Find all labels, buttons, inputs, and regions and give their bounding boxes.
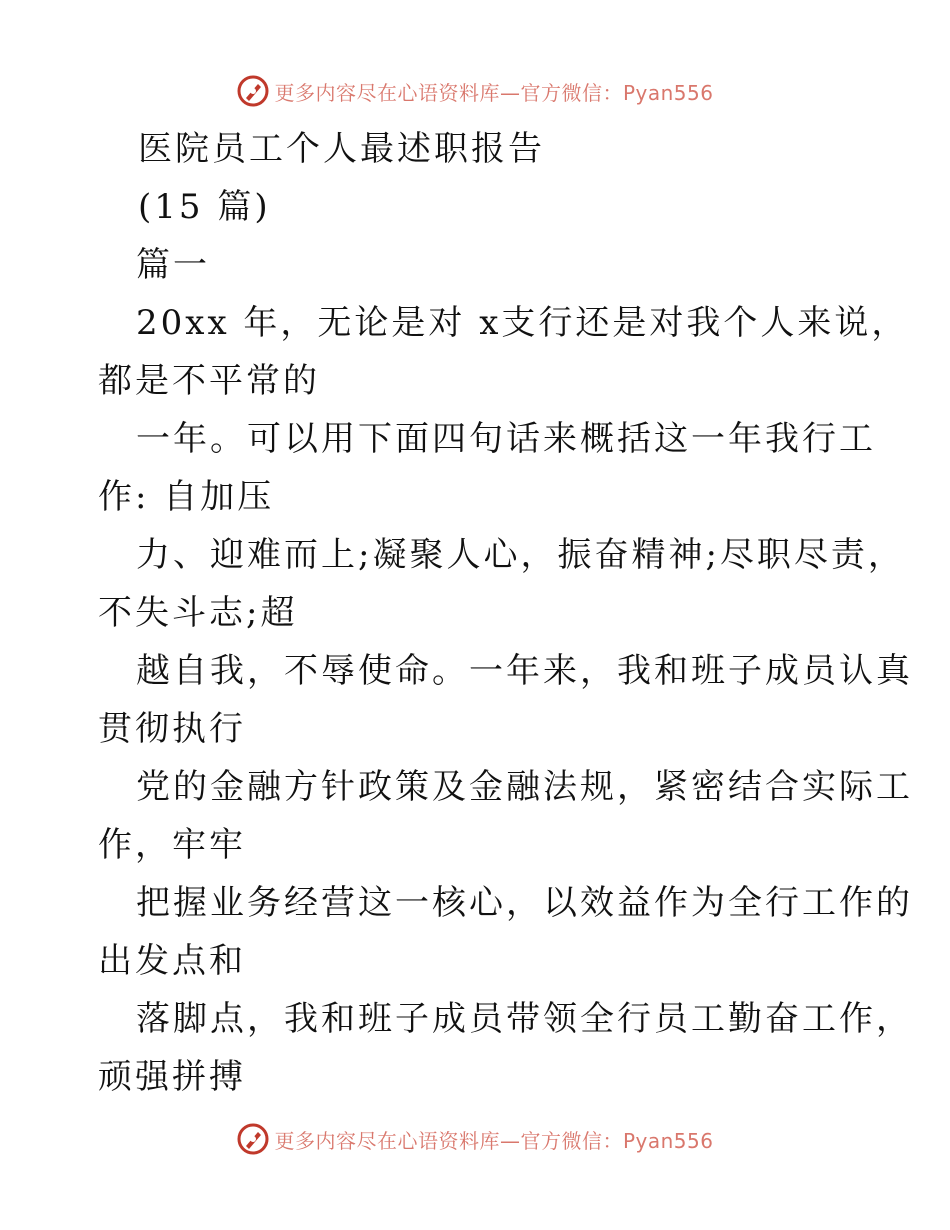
paragraph-line: 作，牢牢	[98, 825, 246, 865]
section-heading: 篇一	[136, 245, 210, 285]
document-body	[98, 120, 913, 1106]
paragraph-line: 顽强拼搏	[98, 1057, 246, 1097]
paragraph	[98, 294, 909, 410]
document-subtitle: (15 篇)	[138, 187, 271, 227]
paragraph	[98, 990, 913, 1106]
paragraph-line: 作: 自加压	[98, 477, 275, 517]
paragraph	[98, 874, 913, 990]
paragraph-line: 把握业务经营这一核心，以效益作为全行工作的	[136, 883, 913, 923]
document-title: 医院员工个人最述职报告	[138, 129, 545, 169]
paragraph-line: 都是不平常的	[98, 361, 320, 401]
paragraph-line: 贯彻执行	[98, 709, 246, 749]
paragraph-line: 越自我，不辱使命。一年来，我和班子成员认真	[136, 651, 913, 691]
paragraph-line: 党的金融方针政策及金融法规，紧密结合实际工	[136, 767, 913, 807]
paragraph-line: 力、迎难而上;凝聚人心，振奋精神;尽职尽责，	[136, 535, 905, 575]
paragraph-line: 20xx 年，无论是对 x支行还是对我个人来说，	[136, 303, 909, 343]
paragraph	[98, 410, 888, 526]
paragraph	[98, 526, 905, 642]
paragraph	[98, 758, 913, 874]
footer-watermark	[0, 1119, 950, 1159]
pen-nib-logo-icon	[236, 74, 270, 108]
paragraph-line: 出发点和	[98, 941, 246, 981]
paragraph-line: 落脚点，我和班子成员带领全行员工勤奋工作，	[136, 999, 913, 1039]
paragraph-line: 一年。可以用下面四句话来概括这一年我行工	[136, 419, 876, 459]
paragraph-line: 不失斗志;超	[98, 593, 298, 633]
pen-nib-logo-icon	[236, 1122, 270, 1156]
header-watermark	[0, 71, 950, 111]
watermark-text: 更多内容尽在心语资料库—官方微信：Pyan556	[274, 80, 714, 105]
watermark-text: 更多内容尽在心语资料库—官方微信：Pyan556	[274, 1128, 714, 1153]
paragraph	[98, 642, 913, 758]
